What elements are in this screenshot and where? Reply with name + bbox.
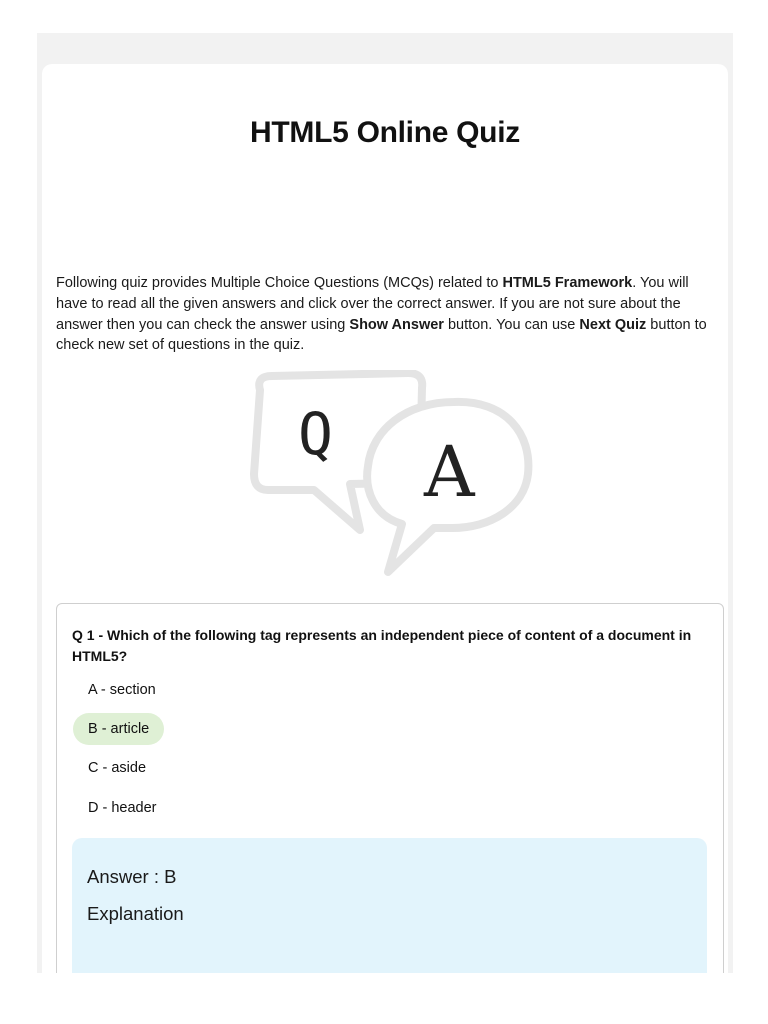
intro-next-quiz-ref: Next Quiz [579,316,647,333]
answer-label: Answer : B [87,866,177,887]
intro-text-4: button to check new set of questions in the quiz. [56,316,707,354]
a-letter: A [424,431,475,513]
intro-text-2: . You will have to read all the given answers and click over the correct answer. If you are not sure about the answer then you can check the answer using [56,275,689,333]
intro-text-3: button. You can use [443,316,580,333]
intro-show-answer-ref: Show Answer [349,316,444,333]
option-d[interactable]: D - header [88,800,157,816]
question-text: Q 1 - Which of the following tag represents an independent piece of content of a document in HTML5? [72,627,692,664]
question-card [56,603,724,973]
answer-panel [72,838,707,973]
option-c[interactable]: C - aside [88,760,147,776]
option-b-correct[interactable]: B - article [73,713,164,745]
option-a[interactable]: A - section [88,682,156,698]
intro-framework-name: HTML5 Framework [502,275,633,291]
intro-paragraph [56,273,724,356]
qa-speech-bubbles-image [238,370,538,576]
q-letter: Q [298,400,333,468]
page-viewport [37,33,733,973]
page-title: HTML5 Online Quiz [250,116,520,149]
explanation-label: Explanation [87,903,184,924]
intro-text-1: Following quiz provides Multiple Choice Questions (MCQs) related to [56,275,503,291]
content-card [42,64,728,973]
